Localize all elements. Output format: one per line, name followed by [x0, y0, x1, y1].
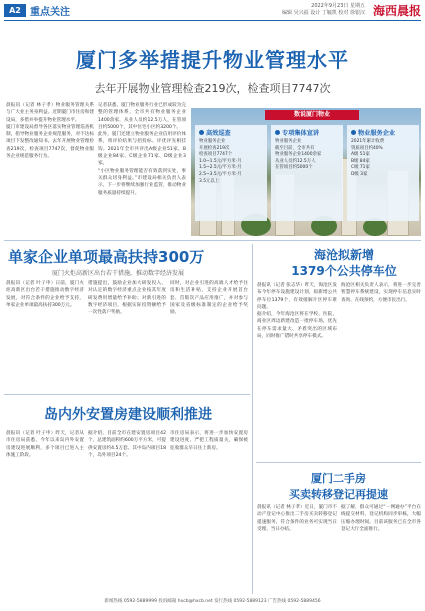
lead-paragraph: 记者获悉，厦门物业服务行业已形成较为完整的管理体系，全市共有物业服务企业1400余家，从业人员约12.5万人，在管项目约5000个，其中住宅小区约3200个。: [98, 103, 186, 130]
newspaper-masthead: 海西晨报: [372, 4, 421, 18]
article-paragraph: 同时，对企业引进的高端人才给予住房和生活补贴，支持企业开展首台套、首版次产品应用推广，并对参与国家及省级标准制定的企业给予奖励。: [170, 281, 248, 316]
article4-col-3: [170, 430, 248, 594]
article5-col-2: [341, 504, 421, 594]
lead-paragraph: 此外，厦门还建立物业服务企业信用评价体系，将评价结果与招投标、评优评先相挂钩。2021年全市共评出A级企业51家、B级企业84家、C级企业71家、D级企业3家。: [98, 132, 186, 167]
main-headline: 厦门多举措提升物业管理水平: [76, 48, 349, 72]
panel-line: 物业服务企业1400余家: [275, 152, 322, 158]
article4-col-2: [88, 430, 166, 594]
lead-article-col-1: [6, 102, 94, 228]
article-paragraph: 市住房局表示，将进一步加快安置房建设进度，严把工程质量关，确保被征收群众早日住上新房。: [170, 431, 248, 451]
panel-line: 资质项目约40%: [351, 145, 383, 151]
issue-date: 2022年9月23日 星期五: [311, 3, 365, 9]
panel-subtitle: 物业服务企业: [275, 139, 302, 144]
section-name: 重点关注: [30, 7, 70, 18]
article-paragraph: 晨报讯（记者 林子孝）近日，厦门市不动产登记中心推出二手房买卖转移登记提速服务，符合条件的业务可实现当日受理、当日办结。: [257, 505, 337, 532]
section-divider: [4, 394, 250, 395]
article-paragraph: 据介绍，目前全市在建安置房项目42个，总建筑面积约600万平方米，可提供安置房约4.5万套。其中岛内项目18个，岛外项目24个。: [88, 431, 166, 458]
page-number-tag: A2: [4, 4, 26, 17]
panel-subtitle: 物业服务企业: [199, 139, 226, 144]
main-subheadline: 去年开展物业管理检查219次，检查项目7747次: [94, 82, 331, 95]
article-paragraph: 据了解，群众可通过“一网通办”平台在线提交材料，登记机构同步审核，大幅压缩办理时间。目前该服务已在全市各登记大厅全面推行。: [341, 505, 421, 532]
panel-title: 物业服务企业: [358, 130, 396, 137]
article-headline-line2: 1379个公共停车位: [291, 264, 397, 278]
lead-paragraph: 厦门市建设局督导各区落实物业管理巡查机制，指导物业服务企业规范服务，对不达标项目下发整改通知书。去年开展物业管理检查219次，检查项目7747次，督促物业服务企业规范服务行为。: [6, 124, 94, 160]
lead-paragraph: 晨报讯（记者 林子孝）物业服务管理关系与广大业主务身利益。近期厦门市住房和建设局，多措并举提升物业管理水平。: [6, 103, 94, 123]
article-headline: 单家企业单项最高扶持300万: [8, 248, 205, 266]
panel-line: D级 3家: [351, 171, 368, 177]
panel-line: 开展检查219次: [199, 145, 230, 151]
section-divider: [4, 240, 421, 241]
article-paragraph: 晨报讯（记者 叶子申）昨天，记者从市住房局获悉，今年以来岛内外安置房建设进展顺利，多个项目已进入主体施工阶段。: [6, 431, 84, 458]
panel-line: 从业人员约12.5万人: [275, 158, 316, 164]
bullet-icon: [351, 130, 356, 135]
stats-panel-briefing: [271, 125, 343, 221]
article4-col-1: [6, 430, 84, 594]
article-subheadline: 厦门火炬高新区出台若干措施，推动数字经济发展: [52, 270, 185, 277]
infographic-ribbon: 数说厦门物业: [265, 110, 359, 120]
panel-line: 1.0~1.5元/平方米·月: [199, 158, 242, 164]
panel-line: 1.5~2.5元/平方米·月: [199, 165, 242, 171]
bullet-icon: [275, 130, 280, 135]
panel-title: 高效巡查: [206, 130, 231, 137]
panel-line: 在管项目约5000个: [275, 165, 313, 171]
article-headline: 海沧拟新增: [313, 248, 374, 262]
stats-panel-companies: [347, 125, 419, 221]
article2-col-3: [170, 280, 248, 390]
article5-col-1: [257, 504, 337, 594]
article-paragraph: 晨报讯（记者 叶子申）日前，厦门火炬高新区出台若干措施推动数字经济发展，对符合条件的企业给予支持，单家企业单项最高扶持300万元。: [6, 281, 84, 308]
section-divider: [256, 462, 421, 463]
article-headline: 厦门二手房: [311, 472, 366, 485]
header-divider: [4, 20, 421, 21]
article-paragraph: 晨报讯（记者 张志华）昨天，海沧区发布今年停车设施建设计划，拟新增公共停车位1379个，有效缓解片区停车难问题。: [257, 283, 337, 310]
article2-col-2: [88, 280, 166, 390]
panel-line: 检查项目7747个: [199, 152, 233, 158]
column-divider: [252, 244, 253, 594]
panel-line: 3.5元以上: [199, 178, 220, 184]
article-paragraph: 海沧区相关负责人表示，将进一步完善智慧停车系统建设，实现停车信息实时查询、在线预约，方便市民出行。: [341, 283, 421, 303]
page-footer: 新闻热线 0592-5889999 投诉邮箱 hxcb@hxcb.net 发行热线 0592-5889123 广告热线 0592-5889456: [104, 599, 321, 604]
article-headline-line2: 买卖转移登记再提速: [289, 488, 388, 501]
page-header: [0, 0, 425, 24]
article2-col-1: [6, 280, 84, 390]
panel-line: 截至目前，全市共有: [275, 145, 315, 151]
panel-line: 2.5~3.5元/平方米·月: [199, 171, 242, 177]
article3-col-1: [257, 282, 337, 454]
panel-line: 2021年累计收费: [351, 139, 385, 144]
stats-panel-inspection: [195, 125, 267, 221]
article-paragraph: 措施提出，鼓励企业加大研发投入，对认定的数字经济重点企业按其年度研发费用增量给予补助；对新引进的数字经济项目，根据实际投资额给予一次性落户奖励。: [88, 281, 166, 316]
bullet-icon: [199, 130, 204, 135]
panel-title: 专项集体宣讲: [282, 130, 320, 137]
issue-meta: [282, 3, 365, 17]
lead-paragraph: “小区物业服务管理能否有效落到实处，事关群众切身利益。”市建设局相关负责人表示，下一步将继续加强行业监管，推动物业服务质量持续提升。: [98, 168, 186, 196]
article-headline: 岛内外安置房建设顺利推进: [44, 407, 212, 423]
article3-col-2: [341, 282, 421, 454]
article-paragraph: 据介绍，今年海沧区将在学校、医院、商业区周边新建改造一批停车场，优先在停车需求量大、矛盾突出的区域布局，同时推广错时共享停车模式。: [257, 312, 337, 340]
lead-article-col-2: [98, 102, 186, 228]
panel-line: A级 51家: [351, 152, 370, 158]
panel-line: C级 71家: [351, 165, 370, 171]
editor-credits: 编辑 吴兴福 设计 丁毓凯 校对 徐银汉: [282, 10, 365, 16]
panel-line: B级 84家: [351, 158, 370, 164]
